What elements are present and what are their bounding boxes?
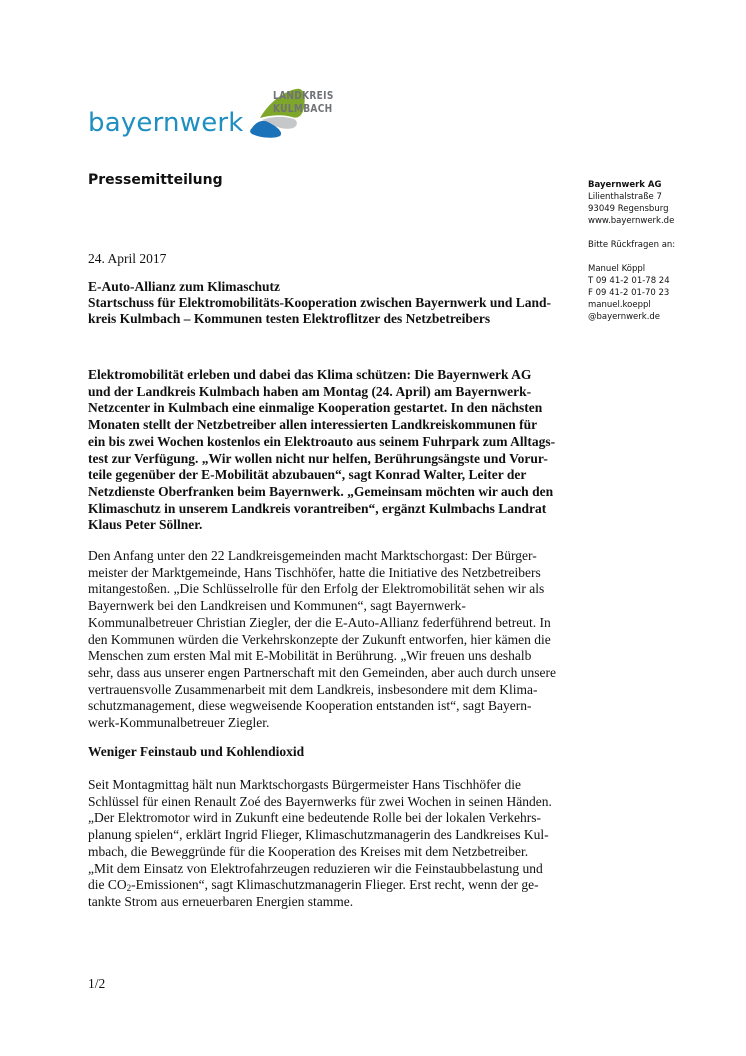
- lead-line: und der Landkreis Kulmbach haben am Montag (24. April) am Bayernwerk-: [88, 383, 532, 399]
- paragraph-line: meister der Marktgemeinde, Hans Tischhöfer, hatte die Initiative des Netzbetreibers: [88, 564, 541, 580]
- logo: [88, 86, 348, 142]
- paragraph-line: Den Anfang unter den 22 Landkreisgemeinden macht Marktschorgast: Der Bürger-: [88, 548, 537, 563]
- headline-subtitle-line: Startschuss für Elektromobilitäts-Kooperation zwischen Bayernwerk und Land-: [88, 295, 552, 310]
- paragraph-line: Schlüssel für einen Renault Zoé des Bayernwerks für zwei Wochen in seinen Händen.: [88, 793, 552, 809]
- paragraph-line: Bayernwerk bei den Landkreisen und Kommunen“, sagt Bayernwerk-: [88, 598, 466, 614]
- contact-phone: T 09 41-2 01-78 24: [588, 276, 670, 286]
- lead-line: ein bis zwei Wochen kostenlos ein Elektroauto aus seinem Fuhrpark zum Alltags-: [88, 433, 556, 449]
- contact-fax: F 09 41-2 01-70 23: [588, 288, 670, 298]
- company-name: Bayernwerk AG: [588, 180, 662, 190]
- paragraph-line: Seit Montagmittag hält nun Marktschorgasts Bürgermeister Hans Tischhöfer die: [88, 777, 521, 792]
- contact-prompt: Bitte Rückfragen an:: [588, 240, 676, 250]
- landkreis-kulmbach-label: [273, 89, 334, 115]
- contact-email-line-1[interactable]: manuel.koeppl: [588, 300, 651, 310]
- paragraph-line: sehr, dass aus unserer engen Partnerschaft mit den Gemeinden, aber auch durch unsere: [88, 664, 557, 680]
- paragraph-line: „Mit dem Einsatz von Elektrofahrzeugen reduzieren wir die Feinstaubbelastung und: [88, 860, 543, 876]
- lead-line: Klaus Peter Söllner.: [88, 517, 203, 533]
- lead-line: Monaten stellt der Netzbetreiber allen interessierten Landkreiskommunen für: [88, 417, 538, 433]
- lead-line: teile gegenüber der E-Mobilität abzubauen“, sagt Konrad Walter, Leiter der: [88, 467, 527, 483]
- section-subheading: Weniger Feinstaub und Kohlendioxid: [88, 744, 305, 759]
- partner-line-2: KULMBACH: [273, 102, 333, 115]
- paragraph-line: „Der Elektromotor wird in Zukunft eine bedeutende Rolle bei der lokalen Verkehrs-: [88, 810, 541, 826]
- partner-line-1: LANDKREIS: [273, 89, 334, 102]
- contact-email-line-2[interactable]: @bayernwerk.de: [588, 312, 661, 322]
- lead-line: test zur Verfügung. „Wir wollen nicht nur helfen, Berührungsängste und Vorur-: [88, 450, 548, 466]
- lead-line: Netzcenter in Kulmbach eine einmalige Kooperation gestartet. In den nächsten: [88, 400, 543, 416]
- lead-line: Elektromobilität erleben und dabei das Klima schützen: Die Bayernwerk AG: [88, 367, 532, 382]
- lead-line: Klimaschutz in unserem Landkreis vorantreiben“, ergänzt Kulmbachs Landrat: [88, 500, 547, 516]
- headline-subtitle-line: kreis Kulmbach – Kommunen testen Elektroflitzer des Netzbetreibers: [88, 311, 491, 326]
- contact-sidebar: [588, 179, 728, 323]
- company-city: 93049 Regensburg: [588, 204, 669, 214]
- headline-block: [88, 279, 568, 327]
- co2-subscript: 2: [126, 883, 132, 894]
- paragraph-line: mbach, die Beweggründe für die Kooperation des Kreises mit dem Netzbetreiber.: [88, 843, 529, 859]
- paragraph-line: den Kommunen würden die Verkehrskonzepte der Zukunft entworfen, hier kämen die: [88, 631, 551, 647]
- company-website[interactable]: www.bayernwerk.de: [588, 216, 675, 226]
- co2-suffix: -Emissionen“, sagt Klimaschutzmanagerin Flieger. Erst recht, wenn der ge-: [131, 877, 539, 893]
- paragraph-line: werk-Kommunalbetreuer Ziegler.: [88, 715, 270, 731]
- headline-title: E-Auto-Allianz zum Klimaschutz: [88, 279, 280, 294]
- release-date: 24. April 2017: [88, 251, 167, 266]
- lead-paragraph: [88, 367, 568, 534]
- paragraph-line: schutzmanagement, diese wegweisende Kooperation entstanden ist“, sagt Bayern-: [88, 698, 532, 714]
- paragraph-line-co2: [88, 877, 570, 894]
- paragraph-line: Kommunalbetreuer Christian Ziegler, der die E-Auto-Allianz federführend betreut. In: [88, 614, 551, 630]
- body-paragraph-2: [88, 777, 570, 911]
- bayernwerk-wordmark: bayernwerk: [88, 108, 244, 138]
- lead-line: Netzdienste Oberfranken beim Bayernwerk. „Gemeinsam möchten wir auch den: [88, 483, 554, 499]
- paragraph-line: tankte Strom aus erneuerbaren Energien stamme.: [88, 893, 354, 909]
- paragraph-line: Menschen zum ersten Mal mit E-Mobilität in Berührung. „Wir freuen uns deshalb: [88, 648, 532, 664]
- contact-name: Manuel Köppl: [588, 264, 646, 274]
- document-type-label: Pressemitteilung: [88, 172, 223, 188]
- paragraph-line: planung spielen“, erklärt Ingrid Flieger, Klimaschutzmanagerin des Landkreises Kul-: [88, 827, 549, 843]
- company-street: Lilienthalstraße 7: [588, 192, 662, 202]
- paragraph-line: mitangestoßen. „Die Schlüsselrolle für den Erfolg der Elektromobilität sehen wir als: [88, 581, 545, 597]
- co2-prefix: die CO: [88, 877, 127, 893]
- paragraph-line: vertrauensvolle Zusammenarbeit mit dem Landkreis, insbesondere mit dem Klima-: [88, 681, 538, 697]
- page-number: 1/2: [88, 976, 106, 991]
- body-paragraph-1: [88, 548, 570, 732]
